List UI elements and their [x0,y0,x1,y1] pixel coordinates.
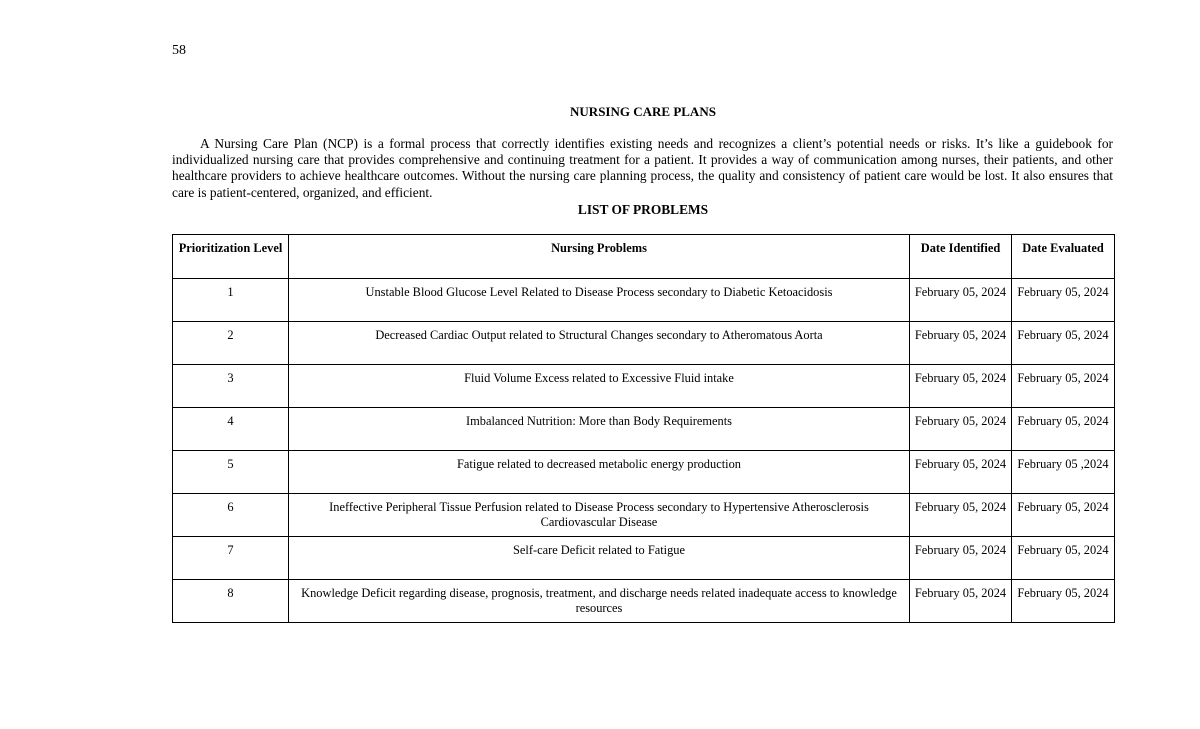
cell-date-evaluated: February 05 ,2024 [1012,451,1115,494]
list-title: LIST OF PROBLEMS [577,202,709,217]
table-row [173,537,1115,580]
cell-date-evaluated: February 05, 2024 [1012,365,1115,408]
cell-date-identified: February 05, 2024 [910,322,1012,365]
table-row [173,365,1115,408]
cell-level: 6 [173,494,289,537]
cell-problem: Self-care Deficit related to Fatigue [289,537,910,580]
cell-problem: Decreased Cardiac Output related to Structural Changes secondary to Atheromatous Aorta [289,322,910,365]
cell-date-identified: February 05, 2024 [910,451,1012,494]
table-row [173,322,1115,365]
cell-level: 2 [173,322,289,365]
header-date-evaluated: Date Evaluated [1012,235,1115,279]
cell-date-identified: February 05, 2024 [910,408,1012,451]
cell-date-identified: February 05, 2024 [910,365,1012,408]
cell-date-evaluated: February 05, 2024 [1012,408,1115,451]
cell-problem: Fatigue related to decreased metabolic energy production [289,451,910,494]
header-date-identified: Date Identified [910,235,1012,279]
header-prioritization-level: Prioritization Level [173,235,289,279]
table-row [173,279,1115,322]
table-row [173,408,1115,451]
cell-date-identified: February 05, 2024 [910,537,1012,580]
cell-date-identified: February 05, 2024 [910,580,1012,623]
cell-date-evaluated: February 05, 2024 [1012,279,1115,322]
table-row [173,580,1115,623]
cell-problem: Knowledge Deficit regarding disease, prognosis, treatment, and discharge needs related inadequate access to knowledge resources [289,580,910,623]
cell-level: 8 [173,580,289,623]
cell-problem: Ineffective Peripheral Tissue Perfusion related to Disease Process secondary to Hypertensive Atherosclerosis Cardiovascular Disease [289,494,910,537]
document-title: NURSING CARE PLANS [570,104,716,119]
cell-date-identified: February 05, 2024 [910,494,1012,537]
cell-problem: Imbalanced Nutrition: More than Body Requirements [289,408,910,451]
cell-date-evaluated: February 05, 2024 [1012,494,1115,537]
cell-date-evaluated: February 05, 2024 [1012,537,1115,580]
problems-table [172,234,1115,623]
header-nursing-problems: Nursing Problems [289,235,910,279]
cell-level: 5 [173,451,289,494]
cell-date-evaluated: February 05, 2024 [1012,322,1115,365]
cell-level: 3 [173,365,289,408]
table-header-row [173,235,1115,279]
cell-level: 4 [173,408,289,451]
cell-problem: Fluid Volume Excess related to Excessive Fluid intake [289,365,910,408]
intro-paragraph: A Nursing Care Plan (NCP) is a formal process that correctly identifies existing needs and recognizes a client’s potential needs or risks. It’s like a guidebook for individualized nursing care that provides comprehensive and continuing treatment for a patient. It provides a way of communication among nurses, their patients, and other healthcare providers to achieve healthcare outcomes. Without the nursing care planning process, the quality and consistency of patient care would be lost. It also ensures that care is patient-centered, organized, and efficient. [172,136,1113,200]
table-row [173,494,1115,537]
table-row [173,451,1115,494]
cell-level: 7 [173,537,289,580]
cell-level: 1 [173,279,289,322]
cell-problem: Unstable Blood Glucose Level Related to Disease Process secondary to Diabetic Ketoacidosis [289,279,910,322]
cell-date-evaluated: February 05, 2024 [1012,580,1115,623]
cell-date-identified: February 05, 2024 [910,279,1012,322]
page-number: 58 [172,43,186,58]
